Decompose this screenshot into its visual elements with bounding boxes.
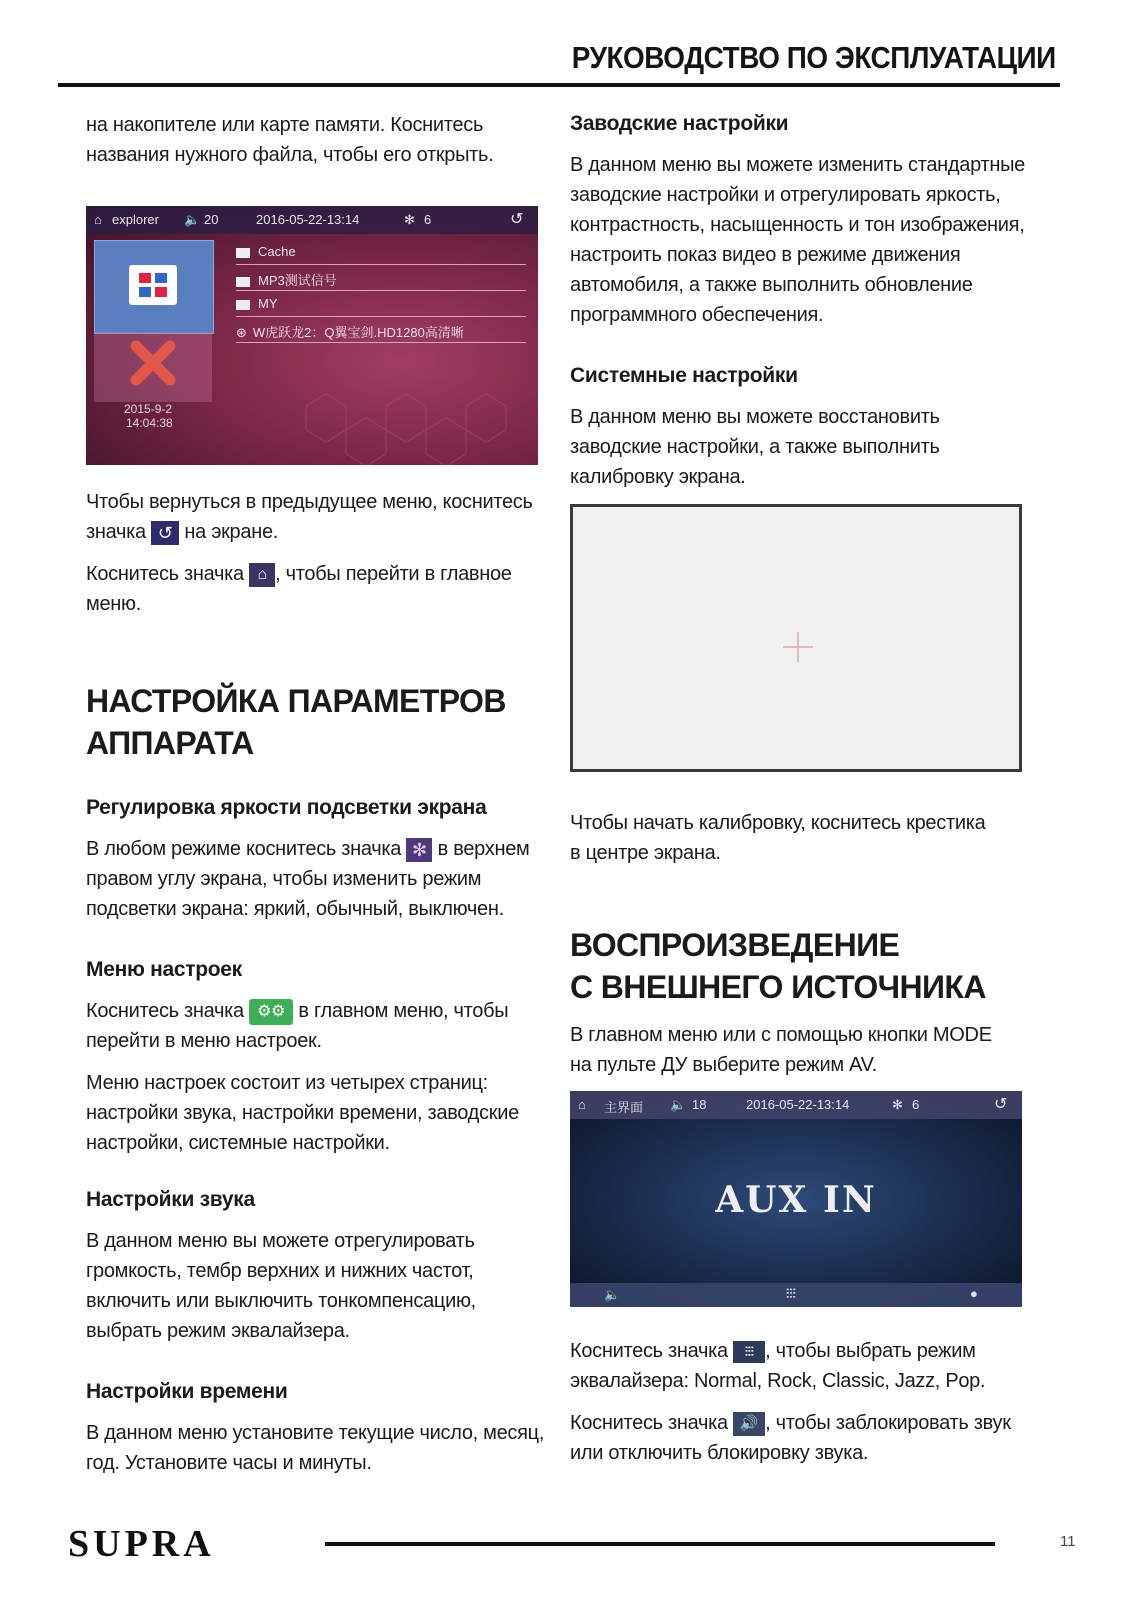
settings-gear-icon: ⚙⚙	[249, 999, 293, 1025]
brightness-title: Регулировка яркости подсветки экрана	[86, 796, 487, 819]
aux-volume: 18	[692, 1097, 707, 1112]
speaker-icon: 🔊	[733, 1412, 765, 1436]
volume-icon[interactable]: 🔈	[184, 212, 201, 227]
external-source-section-title: ВОСПРОИЗВЕДЕНИЕ С ВНЕШНЕГО ИСТОЧНИКА	[570, 927, 986, 1005]
factory-line: программного обеспечения.	[570, 304, 824, 326]
aux-datetime: 2016-05-22-13:14	[746, 1097, 850, 1112]
folder-small-icon	[236, 248, 250, 258]
system-line: В данном меню вы можете восстановить	[570, 406, 940, 428]
factory-line: автомобиля, а также выполнить обновление	[570, 274, 973, 296]
mute-line-2: или отключить блокировку звука.	[570, 1442, 869, 1464]
aux-brightness: 6	[912, 1097, 920, 1112]
time-line: В данном меню установите текущие число, месяц,	[86, 1422, 545, 1444]
explorer-app-label: explorer	[112, 212, 159, 227]
aux-bottom-bar	[570, 1283, 1022, 1307]
sound-line: В данном меню вы можете отрегулировать	[86, 1230, 475, 1252]
factory-line: заводские настройки и отрегулировать яркость,	[570, 184, 1001, 206]
settings-menu-p2-3: настройки, системные настройки.	[86, 1132, 390, 1154]
time-title: Настройки времени	[86, 1380, 288, 1403]
brightness-line-3: подсветки экрана: яркий, обычный, выключен.	[86, 898, 504, 920]
video-file-icon: ⊛	[236, 325, 247, 340]
system-section	[570, 364, 1040, 492]
supra-logo: SUPRA	[68, 1523, 215, 1565]
explorer-datetime: 2016-05-22-13:14	[256, 212, 360, 227]
equalizer-icon[interactable]: ⫶⫶⫶	[786, 1286, 796, 1301]
intro-line-1: на накопителе или карте памяти. Коснитесь	[86, 114, 484, 136]
equalizer-icon: ⫶⫶⫶	[733, 1341, 765, 1363]
sound-title: Настройки звука	[86, 1188, 255, 1211]
back-icon: ↺	[151, 521, 179, 545]
brightness-line-1: В любом режиме коснитесь значка ✻ в верхнем	[86, 838, 530, 860]
calibration-screenshot	[570, 504, 1022, 772]
aux-app-label: 主界面	[604, 1100, 644, 1115]
header-divider	[58, 83, 1060, 87]
folder-small-icon	[236, 300, 250, 310]
settings-menu-p2-1: Меню настроек состоит из четырех страниц:	[86, 1072, 488, 1094]
time-line: год. Установите часы и минуты.	[86, 1452, 372, 1474]
av-line: В главном меню или с помощью кнопки MODE	[570, 1024, 992, 1046]
calibration-crosshair-icon[interactable]	[573, 507, 1019, 769]
explorer-brightness: 6	[424, 212, 432, 227]
home-icon[interactable]: ⌂	[578, 1097, 586, 1112]
aux-status-bar	[570, 1091, 1022, 1119]
settings-menu-title: Меню настроек	[86, 958, 242, 981]
delete-icon	[94, 332, 212, 402]
file-item[interactable]: MP3测试信号	[236, 270, 337, 289]
equalizer-instructions	[570, 1336, 1040, 1468]
explorer-time: 14:04:38	[126, 416, 173, 430]
back-icon[interactable]: ↺	[510, 211, 524, 228]
sound-section	[86, 1188, 546, 1346]
sound-line: выбрать режим эквалайзера.	[86, 1320, 350, 1342]
brightness-line-2: правом углу экрана, чтобы изменить режим	[86, 868, 482, 890]
av-line: на пульте ДУ выберите режим AV.	[570, 1054, 878, 1076]
brightness-section	[86, 796, 556, 924]
aux-screenshot	[570, 1091, 1022, 1307]
mute-line-1: Коснитесь значка 🔊 , чтобы заблокировать звук	[570, 1412, 1011, 1434]
sidebar-tile-delete[interactable]	[94, 332, 212, 402]
settings-icon[interactable]: ●	[970, 1286, 978, 1301]
system-title: Системные настройки	[570, 364, 798, 387]
calibration-instructions	[570, 808, 1040, 868]
settings-section-title: НАСТРОЙКА ПАРАМЕТРОВ АППАРАТА	[86, 683, 506, 761]
back-icon[interactable]: ↺	[994, 1096, 1008, 1113]
explorer-screenshot	[86, 206, 538, 465]
explorer-clock	[124, 402, 173, 430]
settings-menu-line-1: Коснитесь значка ⚙⚙ в главном меню, чтобы	[86, 996, 556, 1026]
factory-line: В данном меню вы можете изменить стандартные	[570, 154, 1025, 176]
explorer-date: 2015-9-2	[124, 402, 173, 416]
settings-menu-p2-2: настройки звука, настройки времени, заводские	[86, 1102, 519, 1124]
system-line: калибровку экрана.	[570, 466, 746, 488]
settings-menu-section	[86, 958, 556, 1158]
factory-line: контрастность, насыщенность и тон изображения,	[570, 214, 1025, 236]
file-item[interactable]: ⊛ W虎跃龙2：Q翼宝剑.HD1280高清晰	[236, 325, 464, 340]
factory-line: настроить показ видео в режиме движения	[570, 244, 961, 266]
file-item[interactable]: MY	[236, 296, 278, 311]
left-intro	[86, 110, 546, 170]
system-line: заводские настройки, а также выполнить	[570, 436, 940, 458]
aux-in-label: AUX IN	[715, 1179, 877, 1221]
factory-section	[570, 112, 1040, 330]
footer-divider	[325, 1542, 995, 1546]
back-instructions	[86, 487, 546, 619]
calib-line: в центре экрана.	[570, 842, 721, 864]
time-section	[86, 1380, 556, 1478]
explorer-status-bar	[86, 206, 538, 234]
mute-icon[interactable]: 🔈	[604, 1287, 621, 1302]
home-line-1: Коснитесь значка ⌂ , чтобы перейти в главное	[86, 563, 512, 585]
sound-line: включить или выключить тонкомпенсацию,	[86, 1290, 476, 1312]
home-icon[interactable]: ⌂	[94, 212, 102, 227]
back-line-2: значка ↺ на экране.	[86, 521, 279, 543]
settings-menu-line-2: перейти в меню настроек.	[86, 1030, 322, 1052]
folder-icon	[129, 265, 177, 305]
folder-small-icon	[236, 277, 250, 287]
volume-icon[interactable]: 🔈	[670, 1097, 687, 1112]
intro-line-2: названия нужного файла, чтобы его открыть.	[86, 144, 494, 166]
eq-line-1: Коснитесь значка ⫶⫶⫶ , чтобы выбрать режим	[570, 1340, 976, 1362]
back-line-1: Чтобы вернуться в предыдущее меню, коснитесь	[86, 491, 533, 513]
home-icon: ⌂	[249, 563, 275, 587]
header-title: РУКОВОДСТВО ПО ЭКСПЛУАТАЦИИ	[572, 40, 1056, 75]
eq-line-2: эквалайзера: Normal, Rock, Classic, Jazz, Pop.	[570, 1370, 986, 1392]
brightness-icon: ✻	[406, 838, 432, 862]
file-item[interactable]: Cache	[236, 244, 296, 259]
home-line-2: меню.	[86, 593, 141, 615]
calib-line: Чтобы начать калибровку, коснитесь крестика	[570, 812, 986, 834]
factory-title: Заводские настройки	[570, 112, 789, 135]
sound-line: громкость, тембр верхних и нижних частот,	[86, 1260, 474, 1282]
brightness-icon[interactable]: ✻	[892, 1097, 903, 1112]
page-number: 11	[1060, 1533, 1076, 1550]
sidebar-tile-explorer[interactable]	[94, 240, 214, 334]
brightness-icon[interactable]: ✻	[404, 212, 415, 227]
explorer-volume: 20	[204, 212, 219, 227]
av-instructions	[570, 1020, 1040, 1080]
